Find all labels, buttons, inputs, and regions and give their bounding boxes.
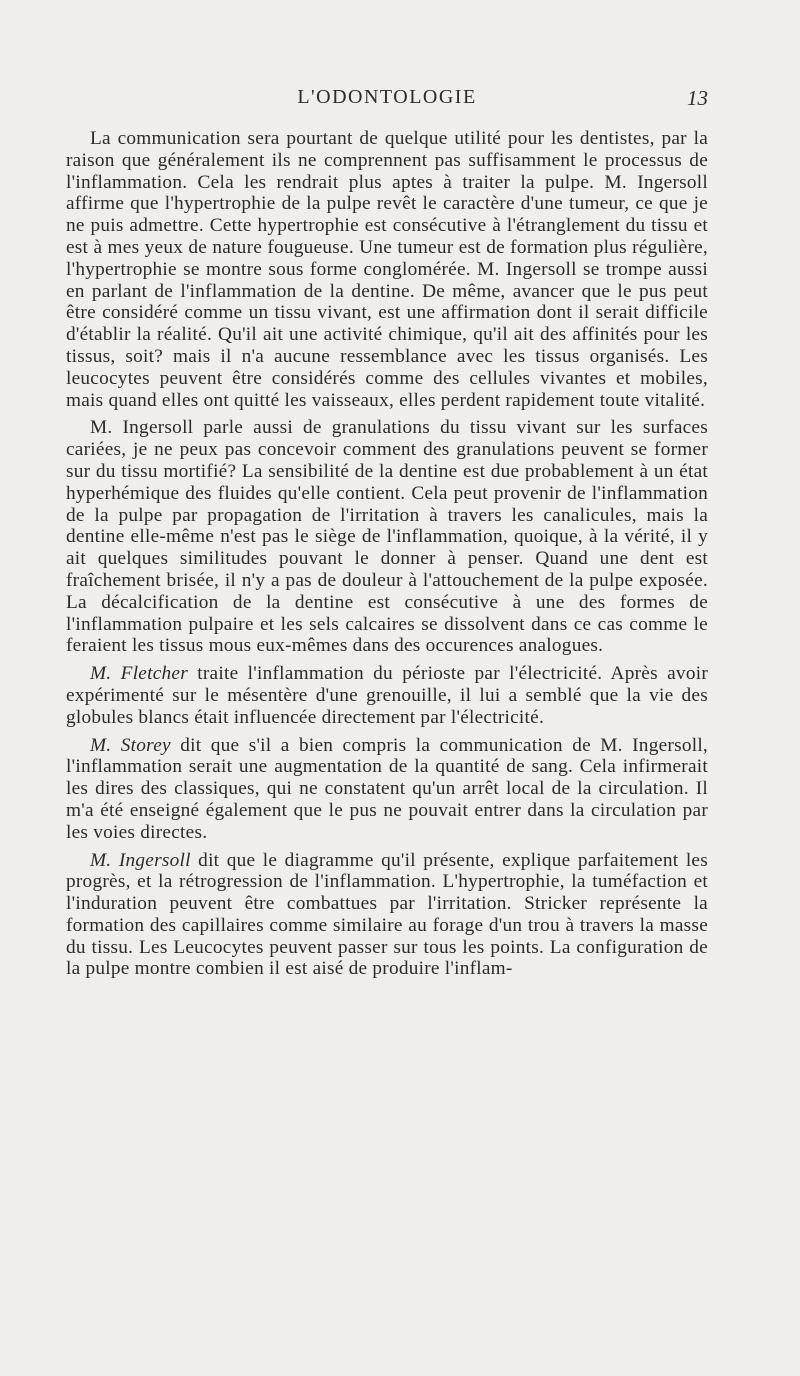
- paragraph-3-text: traite l'inflammation du périoste par l'électricité. Après avoir expérimenté sur le mésentère d'une grenouille, il lui a semblé que la vie des globules blancs était influencée directement par l'électricité.: [66, 663, 708, 728]
- running-header: [66, 86, 708, 112]
- paragraph-5-text: dit que le diagramme qu'il présente, explique parfaitement les progrès, et la rétrogression de l'inflammation. L'hypertrophie, la tuméfaction et l'induration peuvent être combattues par l'irritation. Stricker représente la formation des capillaires comme similaire au forage d'un trou à travers la masse du tissu. Les Leucocytes peuvent passer sur tous les points. La configuration de la pulpe montre combien il est aisé de produire l'inflam-: [66, 849, 708, 980]
- paragraph-5: [66, 850, 708, 981]
- paragraph-1: [66, 128, 708, 411]
- body-text: [66, 128, 708, 980]
- paragraph-3: [66, 663, 708, 728]
- paragraph-4-text: dit que s'il a bien compris la communication de M. Ingersoll, l'inflammation serait une augmentation de la quantité de sang. Cela infirmerait les dires des classiques, qui ne constatent qu'un arrêt local de la circulation. Il m'a été enseigné également que le pus ne pouvait entrer dans la circulation par les voies directes.: [66, 734, 708, 843]
- paragraph-1-text: La communication sera pourtant de quelque utilité pour les dentistes, par la raison que généralement ils ne comprennent pas suffisamment le processus de l'inflammation. Cela les rendrait plus aptes à traiter la pulpe. M. Ingersoll affirme que l'hypertrophie de la pulpe revêt le caractère d'une tumeur, ce que je ne puis admettre. Cette hypertrophie est consécutive à l'étranglement du tissu et est à mes yeux de nature fougueuse. Une tumeur est de formation plus régulière, l'hypertrophie se montre sous forme conglomérée. M. Ingersoll se trompe aussi en parlant de l'inflammation de la dentine. De même, avancer que le pus peut être considéré comme un tissu vivant, est une affirmation dont il serait difficile d'établir la réalité. Qu'il ait une activité chimique, qu'il ait des affinités pour les tissus, soit? mais il n'a aucune ressemblance avec les tissus organisés. Les leucocytes peuvent être considérés comme des cellules vivantes et mobiles, mais quand elles ont quitté les vaisseaux, elles perdent rapidement toute vitalité.: [66, 128, 708, 411]
- paragraph-2: [66, 417, 708, 657]
- running-title: L'ODONTOLOGIE: [297, 86, 477, 108]
- paragraph-5-speaker: M. Ingersoll: [90, 849, 191, 871]
- paragraph-4-speaker: M. Storey: [90, 734, 171, 756]
- paragraph-4: [66, 735, 708, 844]
- page-number: 13: [687, 86, 708, 110]
- paragraph-2-text: M. Ingersoll parle aussi de granulations du tissu vivant sur les surfaces cariées, je ne peux pas concevoir comment des granulations peuvent se former sur du tissu mortifié? La sensibilité de la dentine est due probablement à un état hyperhémique des fluides qu'elle contient. Cela peut provenir de l'inflammation de la pulpe par propagation de l'irritation à travers les canalicules, mais la dentine elle-même n'est pas le siège de l'inflammation, quoique, à la vérité, il y ait quelques similitudes pouvant le donner à penser. Quand une dent est fraîchement brisée, il n'y a pas de douleur à l'attouchement de la pulpe exposée. La décalcification de la dentine est consécutive à une des formes de l'inflammation pulpaire et les sels calcaires se dissolvent dans ce cas comme le feraient les tissus mous eux-mêmes dans des occurences analogues.: [66, 417, 708, 657]
- paragraph-3-speaker: M. Fletcher: [90, 663, 188, 685]
